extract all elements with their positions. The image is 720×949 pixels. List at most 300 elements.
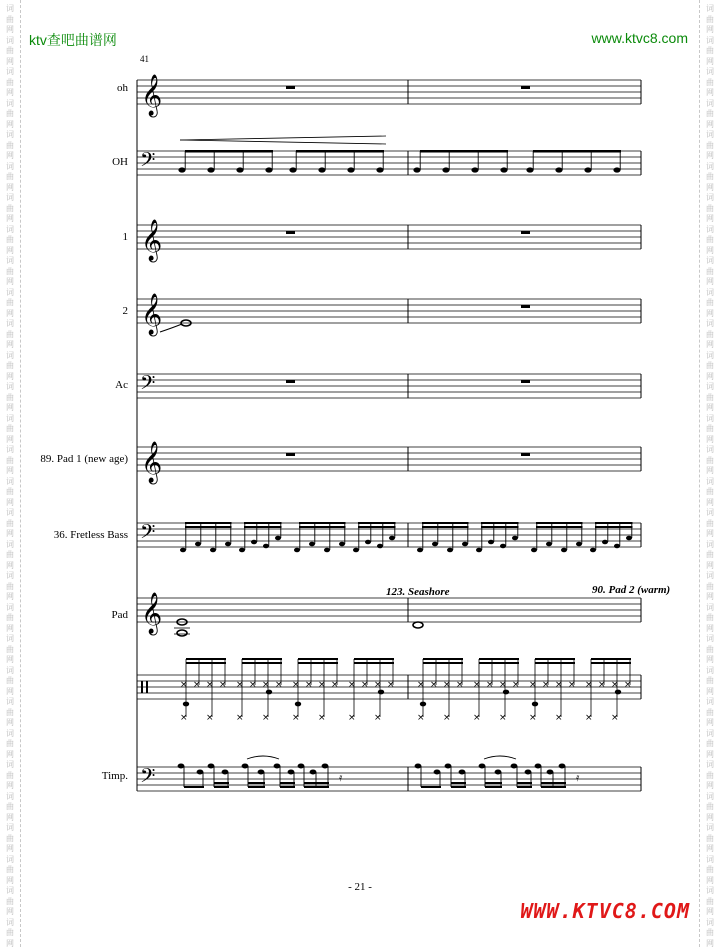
timp-notehead xyxy=(178,764,185,769)
watermark-glyph: 曲 xyxy=(706,392,714,402)
watermark-glyph: 网 xyxy=(706,655,714,664)
whole-rest xyxy=(521,305,530,308)
oh-eighth-notehead xyxy=(207,167,214,172)
bass-notehead xyxy=(263,544,269,549)
watermark-glyph: 网 xyxy=(706,529,714,538)
bass-clef: 𝄢 xyxy=(140,148,156,176)
bass-notehead xyxy=(324,548,330,553)
watermark-glyph: 曲 xyxy=(706,644,714,654)
timp-notehead xyxy=(434,770,441,775)
watermark-glyph: 曲 xyxy=(706,235,714,244)
hihat-cross: × xyxy=(529,680,537,690)
watermark-glyph: 词 xyxy=(6,634,14,643)
bass-clef: 𝄢 xyxy=(140,520,156,548)
watermark-glyph: 网 xyxy=(706,277,714,286)
timp-notehead xyxy=(445,764,452,769)
beam xyxy=(242,658,282,660)
annotation-seashore: 123. Seashore xyxy=(386,586,450,598)
watermark-glyph: 词 xyxy=(706,67,714,76)
watermark-glyph: 曲 xyxy=(6,739,14,748)
watermark-glyph: 曲 xyxy=(6,455,14,465)
oh-eighth-notehead xyxy=(178,167,185,172)
page-number: - 21 - xyxy=(348,881,372,893)
watermark-glyph: 词 xyxy=(706,854,714,864)
watermark-glyph: 词 xyxy=(706,728,714,738)
pedal-cross: × xyxy=(348,713,356,723)
hihat-cross: × xyxy=(555,680,563,690)
timp-notehead xyxy=(242,764,249,769)
watermark-glyph: 词 xyxy=(706,413,714,423)
watermark-glyph: 词 xyxy=(706,382,714,391)
whole-rest xyxy=(286,231,295,234)
watermark-glyph: 曲 xyxy=(6,203,14,213)
beam xyxy=(481,526,519,528)
watermark-glyph: 词 xyxy=(706,539,714,549)
watermark-glyph: 网 xyxy=(6,119,14,129)
watermark-glyph: 词 xyxy=(6,917,14,927)
whole-rest xyxy=(521,86,530,89)
watermark-glyph: 词 xyxy=(6,382,14,391)
watermark-glyph: 词 xyxy=(706,760,714,769)
drum-notehead xyxy=(532,702,538,707)
watermark-glyph: 词 xyxy=(6,287,14,297)
watermark-glyph: 网 xyxy=(6,56,14,66)
watermark-glyph: 网 xyxy=(706,718,714,727)
watermark-glyph: 网 xyxy=(706,340,714,349)
oh-eighth-notehead xyxy=(584,167,591,172)
beam xyxy=(244,522,282,524)
beam xyxy=(358,526,396,528)
drum-notehead xyxy=(615,690,621,695)
hihat-cross: × xyxy=(275,680,283,690)
annotation-pad2: 90. Pad 2 (warm) xyxy=(592,584,671,596)
watermark-glyph: 词 xyxy=(706,697,714,706)
watermark-glyph: 网 xyxy=(706,434,714,444)
beam xyxy=(298,658,338,660)
watermark-glyph: 词 xyxy=(6,886,14,895)
watermark-glyph: 网 xyxy=(706,88,714,97)
watermark-glyph: 网 xyxy=(706,686,714,696)
watermark-glyph: 网 xyxy=(6,25,14,34)
watermark-glyph: 网 xyxy=(706,214,714,223)
bass-notehead xyxy=(210,548,216,553)
watermark-glyph: 网 xyxy=(706,403,714,412)
watermark-glyph: 网 xyxy=(6,214,14,223)
watermark-glyph: 曲 xyxy=(706,172,714,181)
treble-clef: 𝄞 xyxy=(141,294,163,335)
hihat-cross: × xyxy=(305,680,313,690)
timp-notehead xyxy=(322,764,329,769)
hihat-cross: × xyxy=(206,680,214,690)
beam xyxy=(541,786,566,788)
timp-notehead xyxy=(459,770,466,775)
bass-notehead xyxy=(251,540,257,545)
oh-eighth-notehead xyxy=(613,167,620,172)
watermark-glyph: 网 xyxy=(706,119,714,129)
bass-notehead xyxy=(180,548,186,553)
watermark-glyph: 曲 xyxy=(6,518,14,528)
watermark-glyph: 曲 xyxy=(6,329,14,339)
watermark-glyph: 网 xyxy=(706,560,714,570)
watermark-glyph: 曲 xyxy=(706,109,714,118)
watermark-glyph: 网 xyxy=(706,623,714,633)
watermark-glyph: 词 xyxy=(6,602,14,612)
bass-notehead xyxy=(225,542,231,547)
watermark-glyph: 曲 xyxy=(706,361,714,370)
bass-notehead xyxy=(626,536,632,541)
tie xyxy=(484,756,516,759)
watermark-glyph: 词 xyxy=(6,256,14,265)
watermark-glyph: 网 xyxy=(6,434,14,444)
beam xyxy=(423,662,463,664)
whole-rest xyxy=(521,453,530,456)
beam xyxy=(451,786,466,788)
percussion-clef xyxy=(141,681,143,693)
watermark-glyph: 网 xyxy=(6,245,14,255)
watermark-glyph: 词 xyxy=(6,791,14,801)
beam xyxy=(423,658,463,660)
watermark-glyph: 词 xyxy=(706,571,714,580)
header-site-url[interactable]: www.ktvc8.com xyxy=(591,30,688,46)
watermark-glyph: 词 xyxy=(706,602,714,612)
watermark-glyph: 曲 xyxy=(6,298,14,307)
watermark-glyph: 曲 xyxy=(706,424,714,433)
watermark-glyph: 曲 xyxy=(6,802,14,811)
watermark-glyph: 网 xyxy=(6,277,14,286)
pedal-cross: × xyxy=(473,713,481,723)
watermark-glyph: 网 xyxy=(706,497,714,507)
pedal-cross: × xyxy=(236,713,244,723)
sixteenth-rest: 𝄿 xyxy=(339,771,343,784)
pedal-cross: × xyxy=(499,713,507,723)
watermark-glyph: 曲 xyxy=(706,14,714,24)
bass-notehead xyxy=(531,548,537,553)
bass-notehead xyxy=(576,542,582,547)
pedal-cross: × xyxy=(443,713,451,723)
oh-eighth-notehead xyxy=(526,167,533,172)
hihat-cross: × xyxy=(249,680,257,690)
hihat-cross: × xyxy=(374,680,382,690)
watermark-glyph: 词 xyxy=(706,98,714,108)
watermark-glyph: 词 xyxy=(706,665,714,675)
hihat-cross: × xyxy=(598,680,606,690)
bass-notehead xyxy=(339,542,345,547)
hihat-cross: × xyxy=(443,680,451,690)
watermark-glyph: 词 xyxy=(6,350,14,360)
watermark-glyph: 词 xyxy=(6,98,14,108)
bass-notehead xyxy=(590,548,596,553)
beam xyxy=(242,662,282,664)
watermark-glyph: 词 xyxy=(6,67,14,76)
bass-notehead xyxy=(365,540,371,545)
bass-notehead xyxy=(239,548,245,553)
drum-notehead xyxy=(420,702,426,707)
watermark-glyph: 网 xyxy=(706,466,714,475)
beam xyxy=(420,150,508,153)
watermark-glyph: 网 xyxy=(706,182,714,192)
watermark-glyph: 网 xyxy=(706,781,714,790)
watermark-glyph: 网 xyxy=(6,371,14,381)
hihat-cross: × xyxy=(624,680,632,690)
watermark-glyph: 曲 xyxy=(6,109,14,118)
watermark-glyph: 曲 xyxy=(6,172,14,181)
beam xyxy=(185,522,232,524)
pedal-cross: × xyxy=(318,713,326,723)
pedal-cross: × xyxy=(417,713,425,723)
watermark-glyph: 网 xyxy=(706,907,714,916)
watermark-glyph: 词 xyxy=(706,35,714,45)
hihat-cross: × xyxy=(361,680,369,690)
treble-clef: 𝄞 xyxy=(141,220,163,261)
watermark-glyph: 词 xyxy=(706,193,714,202)
oh-eighth-notehead xyxy=(289,167,296,172)
beam xyxy=(358,522,396,524)
hihat-cross: × xyxy=(456,680,464,690)
instrument-label-OH: OH xyxy=(112,156,128,168)
bass-notehead xyxy=(488,540,494,545)
pedal-cross: × xyxy=(374,713,382,723)
pedal-cross: × xyxy=(180,713,188,723)
oh-eighth-notehead xyxy=(236,167,243,172)
beam xyxy=(248,786,265,788)
watermark-glyph: 曲 xyxy=(706,140,714,150)
whole-note xyxy=(413,622,423,628)
hairpin xyxy=(180,140,386,144)
timp-notehead xyxy=(525,770,532,775)
oh-eighth-notehead xyxy=(500,167,507,172)
watermark-glyph: 曲 xyxy=(706,896,714,906)
treble-clef: 𝄞 xyxy=(141,75,163,116)
oh-eighth-notehead xyxy=(413,167,420,172)
bass-notehead xyxy=(462,542,468,547)
hihat-cross: × xyxy=(331,680,339,690)
beam xyxy=(536,522,583,524)
watermark-glyph: 网 xyxy=(6,182,14,192)
watermark-glyph: 曲 xyxy=(706,550,714,559)
beam xyxy=(296,150,384,153)
watermark-glyph: 网 xyxy=(6,812,14,822)
watermark-glyph: 词 xyxy=(6,130,14,139)
percussion-clef xyxy=(146,681,148,693)
watermark-glyph: 曲 xyxy=(706,203,714,213)
instrument-label-1: 1 xyxy=(122,231,128,243)
watermark-glyph: 网 xyxy=(6,592,14,601)
beam xyxy=(535,662,575,664)
watermark-glyph: 曲 xyxy=(6,235,14,244)
instrument-label-oh: oh xyxy=(117,82,128,94)
watermark-glyph: 词 xyxy=(6,539,14,549)
timp-notehead xyxy=(298,764,305,769)
watermark-glyph: 网 xyxy=(706,592,714,601)
watermark-glyph: 词 xyxy=(706,791,714,801)
watermark-glyph: 曲 xyxy=(706,266,714,276)
beam xyxy=(451,782,466,784)
beam xyxy=(533,150,621,153)
beam xyxy=(479,662,519,664)
watermark-glyph: 词 xyxy=(706,634,714,643)
bass-notehead xyxy=(614,544,620,549)
timp-notehead xyxy=(547,770,554,775)
beam xyxy=(517,782,532,784)
watermark-glyph: 网 xyxy=(6,907,14,916)
watermark-glyph: 词 xyxy=(6,665,14,675)
watermark-glyph: 曲 xyxy=(706,865,714,874)
watermark-glyph: 曲 xyxy=(706,676,714,685)
watermark-glyph: 曲 xyxy=(6,865,14,874)
instrument-label-pad: Pad xyxy=(111,609,128,621)
watermark-glyph: 词 xyxy=(6,4,14,13)
watermark-glyph: 词 xyxy=(706,445,714,454)
oh-eighth-notehead xyxy=(376,167,383,172)
timp-notehead xyxy=(559,764,566,769)
watermark-glyph: 词 xyxy=(706,256,714,265)
bass-notehead xyxy=(275,536,281,541)
watermark-glyph: 词 xyxy=(6,728,14,738)
watermark-glyph: 词 xyxy=(6,760,14,769)
watermark-glyph: 曲 xyxy=(706,518,714,528)
beam xyxy=(214,786,229,788)
watermark-glyph: 网 xyxy=(706,245,714,255)
timp-notehead xyxy=(415,764,422,769)
watermark-glyph: 词 xyxy=(706,287,714,297)
pedal-cross: × xyxy=(292,713,300,723)
watermark-glyph: 词 xyxy=(6,319,14,328)
beam xyxy=(184,786,204,788)
timp-notehead xyxy=(535,764,542,769)
bass-notehead xyxy=(432,542,438,547)
hihat-cross: × xyxy=(417,680,425,690)
whole-rest xyxy=(286,453,295,456)
whole-note xyxy=(177,630,187,636)
watermark-glyph: 曲 xyxy=(6,928,14,937)
watermark-glyph: 网 xyxy=(6,151,14,160)
watermark-glyph: 词 xyxy=(6,224,14,234)
watermark-glyph: 曲 xyxy=(6,581,14,591)
watermark-glyph: 词 xyxy=(706,886,714,895)
oh-eighth-notehead xyxy=(555,167,562,172)
watermark-glyph: 曲 xyxy=(6,707,14,717)
watermark-glyph: 词 xyxy=(6,35,14,45)
timp-notehead xyxy=(288,770,295,775)
beam xyxy=(304,786,329,788)
bass-notehead xyxy=(377,544,383,549)
watermark-glyph: 曲 xyxy=(6,140,14,150)
instrument-label-pad1: 89. Pad 1 (new age) xyxy=(40,453,128,465)
watermark-glyph: 词 xyxy=(6,571,14,580)
watermark-glyph: 网 xyxy=(6,718,14,727)
watermark-glyph: 曲 xyxy=(706,802,714,811)
watermark-glyph: 曲 xyxy=(6,833,14,843)
watermark-glyph: 曲 xyxy=(6,14,14,24)
watermark-glyph: 曲 xyxy=(6,77,14,87)
beam xyxy=(185,526,232,528)
watermark-glyph: 网 xyxy=(6,529,14,538)
watermark-glyph: 网 xyxy=(6,497,14,507)
watermark-glyph: 网 xyxy=(6,403,14,412)
watermark-glyph: 网 xyxy=(706,812,714,822)
measure-number: 41 xyxy=(140,54,149,64)
bass-notehead xyxy=(447,548,453,553)
whole-rest xyxy=(521,380,530,383)
tie xyxy=(247,756,279,759)
timp-notehead xyxy=(479,764,486,769)
beam xyxy=(481,522,519,524)
beam xyxy=(591,662,631,664)
watermark-glyph: 网 xyxy=(6,340,14,349)
watermark-glyph: 曲 xyxy=(6,46,14,55)
watermark-glyph: 词 xyxy=(706,350,714,360)
beam xyxy=(280,782,295,784)
instrument-label-timp: Timp. xyxy=(101,770,128,782)
oh-eighth-notehead xyxy=(318,167,325,172)
watermark-glyph: 网 xyxy=(6,781,14,790)
watermark-glyph: 曲 xyxy=(706,581,714,591)
hihat-cross: × xyxy=(542,680,550,690)
watermark-glyph: 词 xyxy=(6,854,14,864)
beam xyxy=(536,526,583,528)
watermark-glyph: 曲 xyxy=(706,833,714,843)
watermark-glyph: 曲 xyxy=(706,487,714,496)
watermark-glyph: 网 xyxy=(706,875,714,885)
footer-site-logo[interactable]: WWW.KTVC8.COM xyxy=(520,899,690,923)
hihat-cross: × xyxy=(262,680,270,690)
whole-rest xyxy=(286,380,295,383)
beam xyxy=(485,786,502,788)
watermark-glyph: 网 xyxy=(6,655,14,664)
bass-clef: 𝄢 xyxy=(140,371,156,399)
watermark-glyph: 曲 xyxy=(706,613,714,622)
drum-notehead xyxy=(266,690,272,695)
hihat-cross: × xyxy=(348,680,356,690)
instrument-label-fretless-bass: 36. Fretless Bass xyxy=(53,529,128,541)
drum-notehead xyxy=(295,702,301,707)
watermark-glyph: 词 xyxy=(6,476,14,486)
watermark-glyph: 曲 xyxy=(6,487,14,496)
hihat-cross: × xyxy=(193,680,201,690)
beam xyxy=(299,522,346,524)
watermark-glyph: 词 xyxy=(706,224,714,234)
bass-notehead xyxy=(546,542,552,547)
pedal-cross: × xyxy=(555,713,563,723)
bass-notehead xyxy=(389,536,395,541)
beam xyxy=(535,658,575,660)
hihat-cross: × xyxy=(318,680,326,690)
beam xyxy=(186,658,226,660)
watermark-glyph: 网 xyxy=(706,371,714,381)
bass-notehead xyxy=(353,548,359,553)
watermark-glyph: 词 xyxy=(6,193,14,202)
header-site-name[interactable]: ktv查吧曲谱网 xyxy=(29,32,117,48)
beam xyxy=(517,786,532,788)
beam xyxy=(485,782,502,784)
pedal-cross: × xyxy=(529,713,537,723)
timp-notehead xyxy=(310,770,317,775)
beam xyxy=(595,526,633,528)
pedal-cross: × xyxy=(206,713,214,723)
pedal-cross: × xyxy=(611,713,619,723)
beam xyxy=(422,526,469,528)
oh-eighth-notehead xyxy=(347,167,354,172)
watermark-glyph: 词 xyxy=(6,823,14,832)
watermark-glyph: 网 xyxy=(6,844,14,853)
watermark-glyph: 网 xyxy=(706,308,714,318)
hihat-cross: × xyxy=(473,680,481,690)
watermark-glyph: 词 xyxy=(706,476,714,486)
watermark-glyph: 曲 xyxy=(6,896,14,906)
bass-notehead xyxy=(561,548,567,553)
watermark-glyph: 词 xyxy=(706,130,714,139)
hihat-cross: × xyxy=(219,680,227,690)
